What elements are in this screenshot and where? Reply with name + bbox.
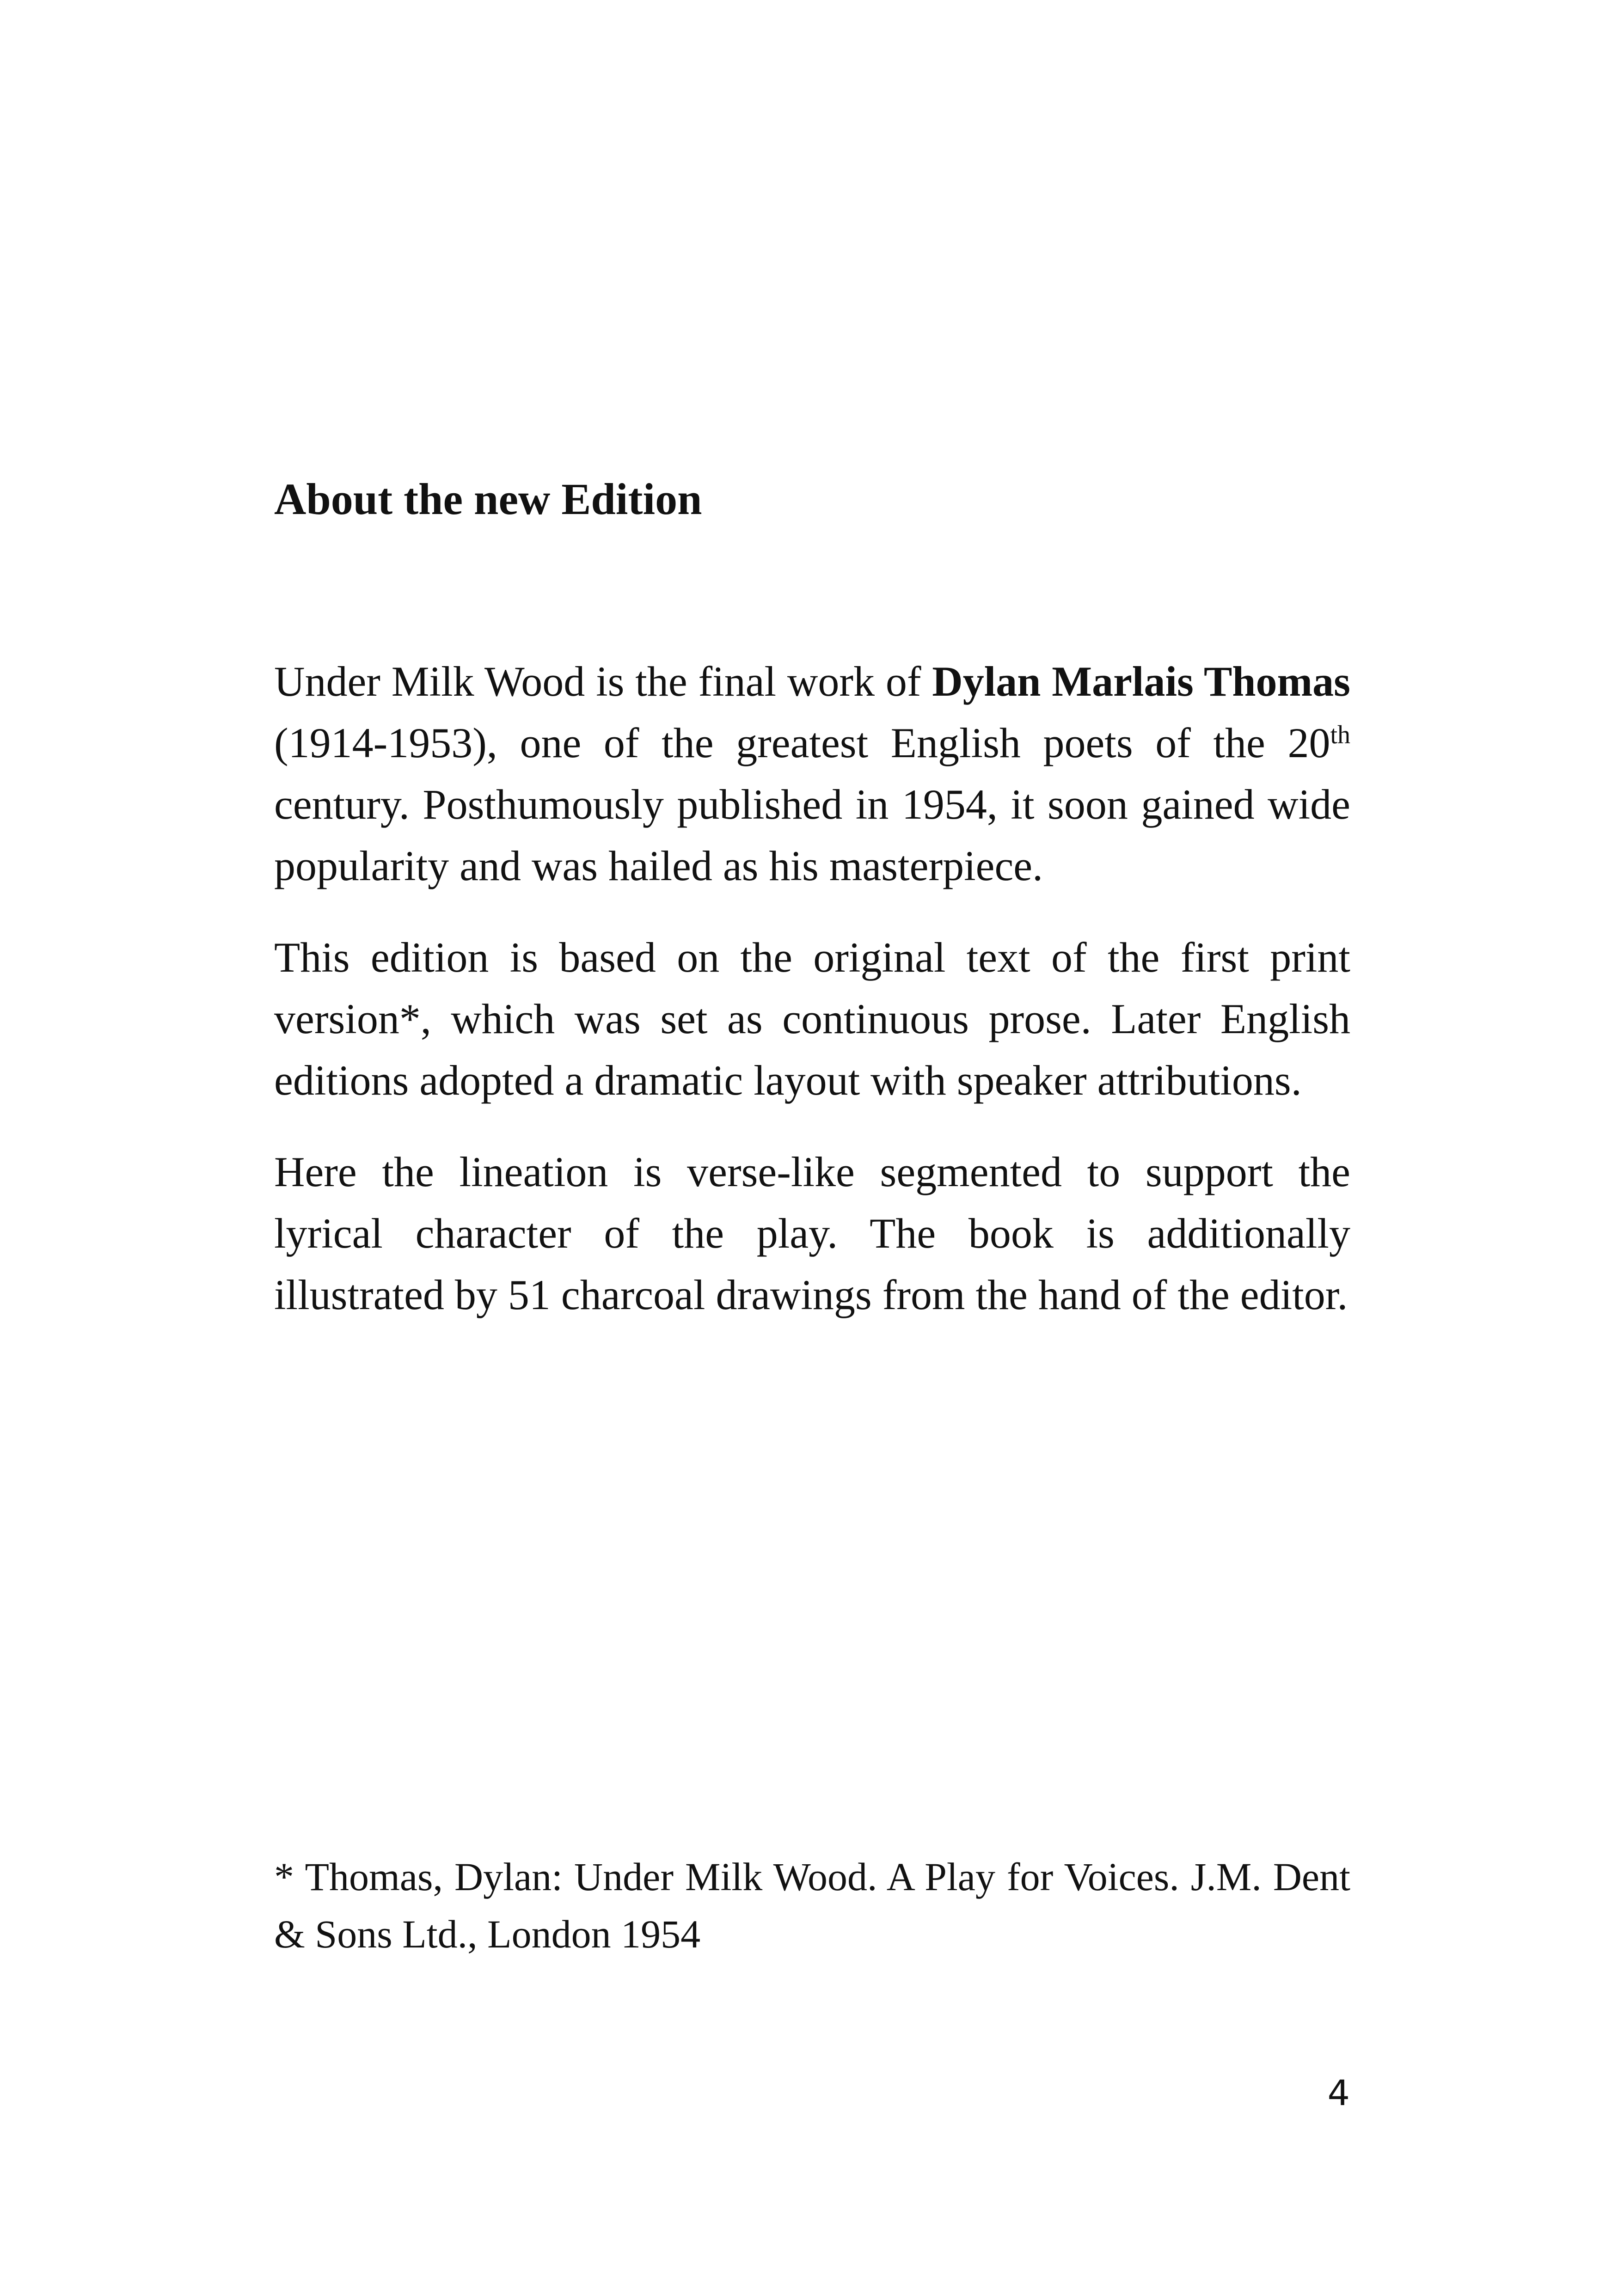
section-heading: About the new Edition	[274, 474, 702, 524]
author-name: Dylan Marlais Thomas	[932, 658, 1350, 705]
ordinal-suffix: th	[1330, 721, 1350, 749]
intro-text-end: century. Posthumously published in 1954, it soon gained wide popularity and was hailed as his masterpiece.	[274, 781, 1350, 889]
edition-paragraph: This edition is based on the original text of the first print version*, which was set as continuous prose. Later English editions adopted a dramatic layout with speaker attributions.	[274, 934, 1350, 1104]
body-text	[274, 651, 1350, 1356]
footnote: * Thomas, Dylan: Under Milk Wood. A Play for Voices. J.M. Dent & Sons Ltd., London 1954	[274, 1855, 1350, 1956]
intro-paragraph	[274, 651, 1350, 897]
intro-text-start: Under Milk Wood is the final work of	[274, 658, 932, 705]
intro-text-middle: (1914-1953), one of the greatest English poets of the 20	[274, 719, 1330, 766]
lineation-paragraph: Here the lineation is verse-like segmented to support the lyrical character of the play. The book is additionally illustrated by 51 charcoal drawings from the hand of the editor.	[274, 1148, 1350, 1318]
page-number: 4	[1327, 2072, 1350, 2113]
